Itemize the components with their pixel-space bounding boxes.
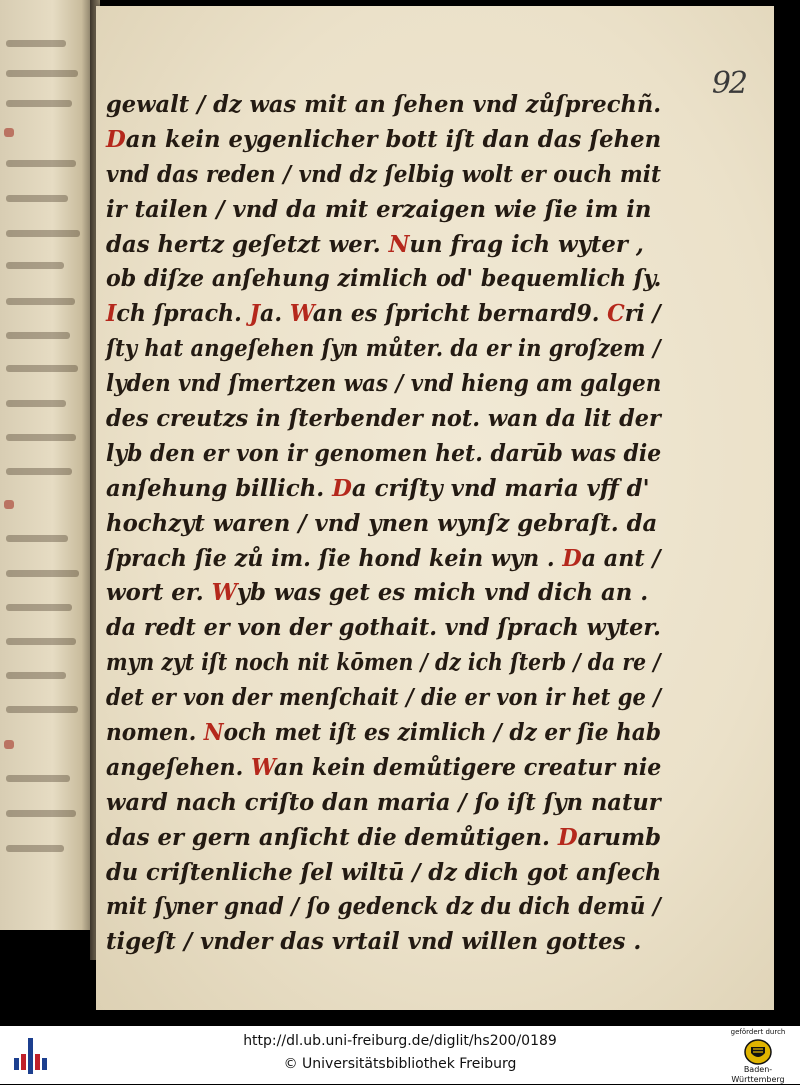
manuscript-line xyxy=(106,367,662,402)
line-text: myn zyt iſt noch nit kōmen / dz ich ſterb / da re / xyxy=(106,649,661,677)
line-text: ch ſprach. xyxy=(116,300,250,328)
manuscript-line xyxy=(106,821,661,856)
rubricated-initial: J xyxy=(249,300,261,328)
manuscript-page xyxy=(96,6,774,1010)
line-text: da redt er von der gothait. vnd ſprach wyter. xyxy=(106,614,661,642)
rubricated-initial: N xyxy=(203,719,224,747)
manuscript-line xyxy=(106,193,661,228)
manuscript-line xyxy=(106,437,662,472)
line-text: det er von der menſchait / die er von ir het ge / xyxy=(106,684,661,712)
line-text: an kein demůtigere creatur nie xyxy=(273,753,662,781)
rubricated-initial: W xyxy=(289,300,313,328)
line-text: an kein eygenlicher bott iſt dan das ſehen xyxy=(125,125,662,153)
line-text: das hertz geſetzt wer. xyxy=(106,230,389,258)
manuscript-line xyxy=(106,646,661,681)
line-text: anſehung billich. xyxy=(106,474,333,502)
line-text: ob diſze anſehung zimlich od' bequemlich ſy. xyxy=(106,265,662,293)
copyright-notice: © Universitätsbibliothek Freiburg xyxy=(283,1056,517,1072)
rubricated-initial: W xyxy=(250,753,274,781)
manuscript-line xyxy=(106,297,661,332)
line-text: ri / xyxy=(624,300,661,328)
line-text: och met iſt es zimlich / dz er ſie hab xyxy=(223,719,661,747)
manuscript-line xyxy=(106,890,661,925)
manuscript-line xyxy=(106,786,661,821)
line-text: ſprach ſie zů im. ſie hond kein wyn . xyxy=(106,544,563,572)
manuscript-line xyxy=(106,542,661,577)
rubricated-initial: D xyxy=(562,544,582,572)
line-text: hochzyt waren / vnd ynen wynſz gebraſt. da xyxy=(106,509,658,537)
rubricated-initial: D xyxy=(106,125,126,153)
line-text: a. xyxy=(260,300,290,328)
folio-number: 92 xyxy=(711,66,746,101)
line-text: wort er. xyxy=(106,579,212,607)
rubricated-initial: D xyxy=(332,474,352,502)
manuscript-line xyxy=(106,402,661,437)
line-text: mit ſyner gnad / ſo gedenck dz du dich demū / xyxy=(106,893,661,921)
line-text: un frag ich wyter , xyxy=(409,230,644,258)
manuscript-line xyxy=(106,611,661,646)
rubricated-initial: C xyxy=(607,300,625,328)
line-text: vnd das reden / vnd dz ſelbig wolt er ouch mit xyxy=(106,160,661,188)
line-text: an es ſpricht bernard9. xyxy=(312,300,608,328)
line-text: a ant / xyxy=(581,544,661,572)
manuscript-line xyxy=(106,228,661,263)
line-text: angeſehen. xyxy=(106,753,251,781)
manuscript-line xyxy=(106,158,661,193)
manuscript-line xyxy=(106,925,661,960)
manuscript-line xyxy=(106,88,662,123)
line-text: ward nach criſto dan maria / ſo iſt ſyn natur xyxy=(106,788,661,816)
sponsor-name: Baden-Württemberg xyxy=(731,1065,785,1084)
manuscript-line xyxy=(106,751,662,786)
rubricated-initial: D xyxy=(557,823,578,851)
manuscript-line xyxy=(106,576,661,611)
sponsor-label: gefördert durch xyxy=(730,1028,786,1036)
line-text: yb was get es mich vnd dich an . xyxy=(236,579,649,607)
line-text: arumb xyxy=(577,823,662,851)
line-text: a criſty vnd maria vff d' xyxy=(351,474,650,502)
facing-page-edge xyxy=(0,0,96,930)
manuscript-line xyxy=(106,856,662,891)
line-text: lyb den er von ir genomen het. darūb was die xyxy=(106,439,662,467)
manuscript-line xyxy=(106,681,661,716)
line-text: gewalt / dz was mit an ſehen vnd zůſprechñ. xyxy=(106,91,662,118)
manuscript-line xyxy=(106,332,661,367)
line-text: lyden vnd ſmertzen was / vnd hieng am galgen xyxy=(106,370,662,398)
line-text: ſty hat angeſehen ſyn můter. da er in groſzem / xyxy=(106,335,661,363)
line-text: du criſtenliche ſel wiltū / dz dich got anſech xyxy=(106,858,662,886)
rubricated-initial: N xyxy=(388,230,410,258)
sponsor-block xyxy=(722,1028,794,1085)
rubricated-initial: I xyxy=(106,300,117,328)
viewer-footer xyxy=(0,1026,800,1084)
rubricated-initial: W xyxy=(211,579,237,607)
manuscript-line xyxy=(106,472,661,507)
manuscript-text xyxy=(106,88,666,960)
manuscript-line xyxy=(106,262,662,297)
manuscript-line xyxy=(106,123,661,158)
permalink-url[interactable]: http://dl.ub.uni-freiburg.de/diglit/hs200/0189 xyxy=(243,1033,557,1049)
line-text: des creutzs in ſterbender not. wan da lit der xyxy=(106,405,661,433)
manuscript-line xyxy=(106,716,661,751)
manuscript-line xyxy=(106,507,661,542)
line-text: tigeſt / vnder das vrtail vnd willen gottes . xyxy=(106,928,642,956)
line-text: das er gern anſicht die demůtigen. xyxy=(106,823,558,851)
line-text: nomen. xyxy=(106,719,204,747)
baden-wuerttemberg-seal-icon xyxy=(744,1039,772,1065)
line-text: ir tailen / vnd da mit erzaigen wie ſie im in xyxy=(106,195,652,223)
